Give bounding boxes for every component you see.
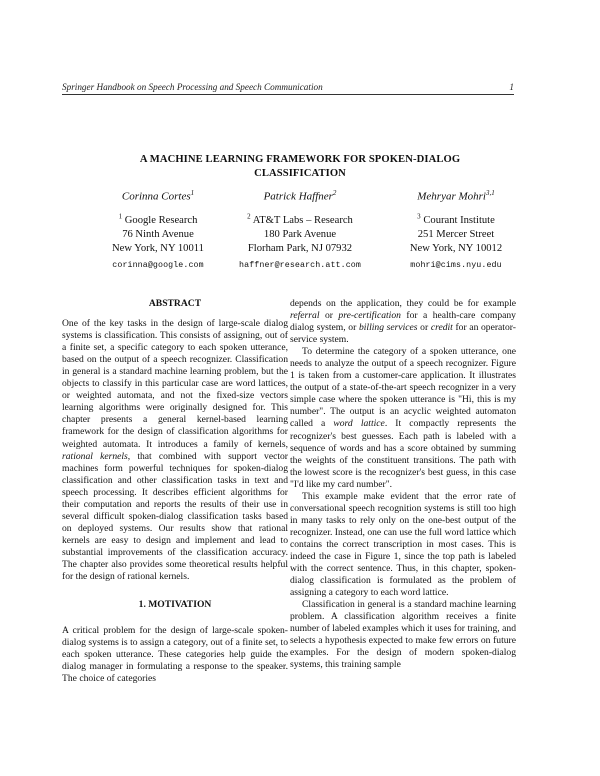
author-name: Mehryar Mohri$^{3,1}$ <box>417 189 495 203</box>
title-line-1: A MACHINE LEARNING FRAMEWORK FOR SPOKEN-DIALOG <box>139 154 461 165</box>
running-header <box>62 82 514 92</box>
author-affiliation: $^2$ AT&T Labs – Research 180 Park Avenue Florham Park, NJ 07932 <box>247 212 353 255</box>
left-column <box>62 298 288 685</box>
paper-title <box>62 153 538 181</box>
page-number: 1 <box>509 82 514 92</box>
author-name: Corinna Cortes$^1$ <box>121 189 195 203</box>
author-block-2 <box>220 186 380 270</box>
header-rule <box>62 94 514 95</box>
author-name: Patrick Haffner$^2$ <box>263 189 337 203</box>
abstract-heading: ABSTRACT <box>148 298 202 309</box>
paragraph: This example make evident that the error rate of conversational speech recognition systems is still too high in many tasks to rely only on the one-best output of the recognizer. Instead, one can use the full word lattice which contains the correct transcription in most cases. This is indeed the case in Figure 1, since the top path is labeled with the correct sentence. Thus, in this chapter, spoken-dialog classification is formulated as the problem of assigning a category to each word lattice. <box>290 490 516 599</box>
title-line-2: CLASSIFICATION <box>254 168 346 179</box>
author-email[interactable]: mohri@cims.nyu.edu <box>410 260 502 270</box>
paragraph: depends on the application, they could be for example referral or pre-certification for a health-care company dialog system, or billing services or credit for an operator-service system. <box>290 298 516 346</box>
paragraph: Classification in general is a standard machine learning problem. A classification algorithm receives a finite number of labeled examples which it uses for training, and selects a hypothesis expected to make few errors on future examples. For the design of modern spoken-dialog systems, this training sample <box>290 599 516 671</box>
author-block-1 <box>78 186 238 270</box>
motivation-paragraph: A critical problem for the design of large-scale spoken-dialog systems is to assign a category, out of a finite set, to each spoken utterance. These categories help guide the dialog manager in formulating a response to the speaker. The choice of categories <box>62 625 288 685</box>
paragraph: To determine the category of a spoken utterance, one needs to analyze the output of a speech recognizer. Figure 1 is taken from a customer-care application. It illustrates the output of a state-of-the-art speech recognizer in a very simple case where the spoken utterance is "Hi, this is my number". The output is an acyclic weighted automaton called a word lattice. It compactly represents the recognizer's best guesses. Each path is labeled with a sequence of words and has a score obtained by summing the weights of the constituent transitions. The path with the lowest score is the recognizer's best guess, in this case "I'd like my card number". <box>290 346 517 490</box>
author-affiliation: $^3$ Courant Institute 251 Mercer Street New York, NY 10012 <box>409 212 503 255</box>
author-block-3 <box>376 186 536 270</box>
abstract-text: One of the key tasks in the design of large-scale dialog systems is classification. This consists of assigning, out of a finite set, a specific category to each spoken utterance, based on the output of a speech recognizer. Classification in general is a standard machine learning problem, but the objects to classify in this particular case are word lattices, or weighted automata, and not the fixed-size vectors learning algorithms were originally designed for. This chapter presents a general kernel-based learning framework for the design of classification algorithms for weighted automata. It introduces a family of kernels, rational kernels, that combined with support vector machines form powerful techniques for spoken-dialog classification and other classification tasks in text and speech processing. It describes efficient algorithms for their computation and reports the results of their use in several difficult spoken-dialog classification tasks based on deployed systems. Our results show that rational kernels are easy to design and implement and lead to substantial improvements of the classification accuracy. The chapter also provides some theoretical results helpful for the design of rational kernels. <box>62 318 288 583</box>
author-email[interactable]: haffner@research.att.com <box>239 260 361 270</box>
author-email[interactable]: corinna@google.com <box>112 260 204 270</box>
right-column <box>290 298 516 671</box>
author-affiliation: $^1$ Google Research 76 Ninth Avenue New York, NY 10011 <box>112 212 204 255</box>
section-heading-motivation: 1. MOTIVATION <box>138 599 212 611</box>
journal-title: Springer Handbook on Speech Processing and Speech Communication <box>62 82 323 92</box>
